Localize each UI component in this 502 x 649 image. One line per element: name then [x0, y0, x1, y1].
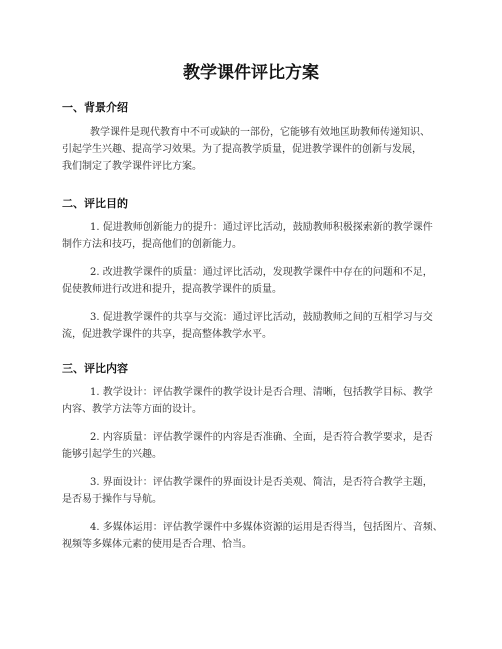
paragraph-line: 3. 促进教学课件的共享与交流：通过评比活动，鼓励教师之间的互相学习与交 — [90, 312, 433, 323]
paragraph-line: 内容、教学方法等方面的设计。 — [62, 404, 202, 415]
paragraph-line: 能够引起学生的兴趣。 — [62, 449, 162, 460]
paragraph-line: 流，促进教学课件的共享，提高整体教学水平。 — [62, 329, 272, 340]
paragraph-line: 引起学生兴趣、提高学习效果。为了提高教学质量，促进教学课件的创新与发展， — [62, 144, 422, 155]
paragraph-content-2 — [62, 429, 442, 463]
paragraph-background — [62, 124, 442, 175]
paragraph-line: 视频等多媒体元素的使用是否合理、恰当。 — [62, 539, 252, 550]
section-heading-background: 一、背景介绍 — [62, 101, 128, 114]
paragraph-line: 2. 改进教学课件的质量：通过评比活动，发现教学课件中存在的问题和不足， — [90, 267, 433, 278]
paragraph-content-4 — [62, 519, 442, 553]
paragraph-purpose-1 — [62, 219, 442, 253]
section-heading-content: 三、评比内容 — [62, 362, 128, 375]
document-title: 教学课件评比方案 — [183, 63, 319, 83]
paragraph-purpose-3 — [62, 309, 442, 343]
paragraph-line: 2. 内容质量：评估教学课件的内容是否准确、全面，是否符合教学要求，是否 — [90, 432, 433, 443]
section-heading-purpose: 二、评比目的 — [62, 197, 128, 210]
paragraph-line: 我们制定了教学课件评比方案。 — [62, 161, 202, 172]
paragraph-line: 3. 界面设计：评估教学课件的界面设计是否美观、简洁，是否符合教学主题， — [90, 477, 433, 488]
paragraph-line: 促使教师进行改进和提升，提高教学课件的质量。 — [62, 284, 282, 295]
paragraph-content-1 — [62, 384, 442, 418]
paragraph-line: 4. 多媒体运用：评估教学课件中多媒体资源的运用是否得当，包括图片、音频、 — [90, 522, 443, 533]
paragraph-content-3 — [62, 474, 442, 508]
paragraph-line: 1. 教学设计：评估教学课件的教学设计是否合理、清晰，包括教学目标、教学 — [90, 387, 433, 398]
paragraph-line: 1. 促进教师创新能力的提升：通过评比活动，鼓励教师积极探索新的教学课件 — [90, 222, 433, 233]
paragraph-line: 是否易于操作与导航。 — [62, 494, 162, 505]
paragraph-line: 教学课件是现代教育中不可或缺的一部份，它能够有效地匡助教师传递知识、 — [90, 127, 430, 138]
paragraph-purpose-2 — [62, 264, 442, 298]
paragraph-line: 制作方法和技巧，提高他们的创新能力。 — [62, 239, 242, 250]
